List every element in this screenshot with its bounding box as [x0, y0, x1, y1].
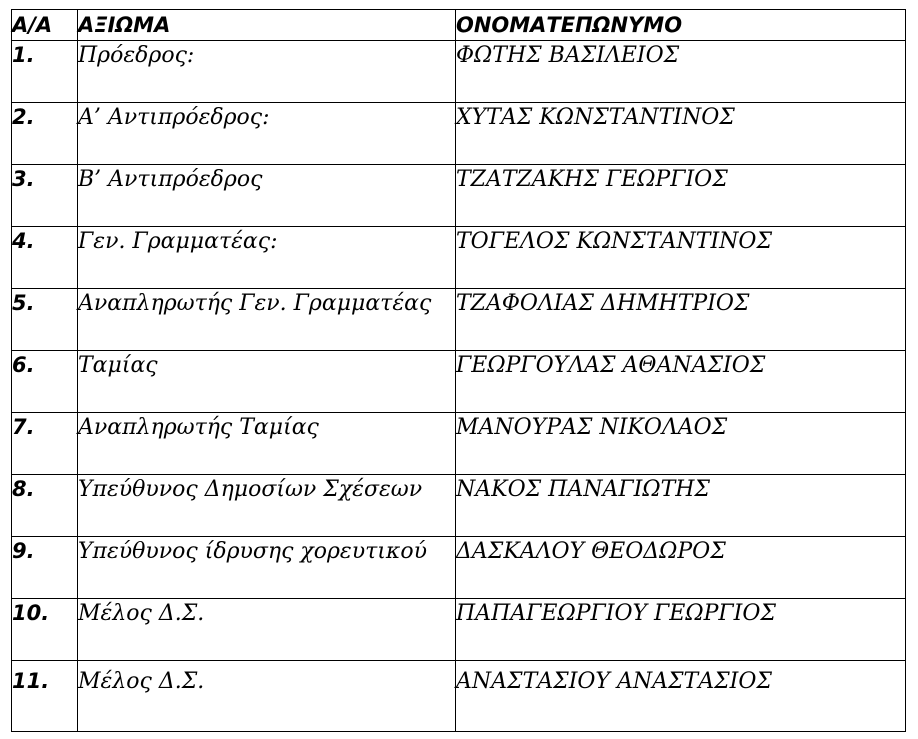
row-position: Μέλος Δ.Σ.: [78, 661, 456, 732]
row-position: Ταμίας: [78, 351, 456, 413]
row-position: Α’ Αντιπρόεδρος:: [78, 103, 456, 165]
row-number: 2.: [12, 103, 78, 165]
table-row: [12, 661, 906, 732]
row-number: 1.: [12, 41, 78, 103]
row-full-name: ΤΖΑΦΟΛΙΑΣ ΔΗΜΗΤΡΙΟΣ: [456, 289, 906, 351]
row-number: 4.: [12, 227, 78, 289]
row-position: Γεν. Γραμματέας:: [78, 227, 456, 289]
row-number: 9.: [12, 537, 78, 599]
row-position: Υπεύθυνος ίδρυσης χορευτικού: [78, 537, 456, 599]
header-full-name: ΟΝΟΜΑΤΕΠΩΝΥΜΟ: [456, 10, 906, 41]
row-full-name: ΤΖΑΤΖΑΚΗΣ ΓΕΩΡΓΙΟΣ: [456, 165, 906, 227]
table-row: [12, 599, 906, 661]
table-row: [12, 413, 906, 475]
row-full-name: ΜΑΝΟΥΡΑΣ ΝΙΚΟΛΑΟΣ: [456, 413, 906, 475]
table-row: [12, 227, 906, 289]
row-position: Υπεύθυνος Δημοσίων Σχέσεων: [78, 475, 456, 537]
row-position: Β’ Αντιπρόεδρος: [78, 165, 456, 227]
header-number: Α/Α: [12, 10, 78, 41]
row-position: Αναπληρωτής Ταμίας: [78, 413, 456, 475]
table-row: [12, 103, 906, 165]
row-full-name: ΠΑΠΑΓΕΩΡΓΙΟΥ ΓΕΩΡΓΙΟΣ: [456, 599, 906, 661]
row-number: 5.: [12, 289, 78, 351]
row-number: 7.: [12, 413, 78, 475]
row-full-name: ΧΥΤΑΣ ΚΩΝΣΤΑΝΤΙΝΟΣ: [456, 103, 906, 165]
table-row: [12, 165, 906, 227]
row-number: 11.: [12, 661, 78, 732]
row-full-name: ΦΩΤΗΣ ΒΑΣΙΛΕΙΟΣ: [456, 41, 906, 103]
row-number: 8.: [12, 475, 78, 537]
row-full-name: ΝΑΚΟΣ ΠΑΝΑΓΙΩΤΗΣ: [456, 475, 906, 537]
table-row: [12, 475, 906, 537]
board-members-table: [11, 9, 906, 732]
row-full-name: ΓΕΩΡΓΟΥΛΑΣ ΑΘΑΝΑΣΙΟΣ: [456, 351, 906, 413]
row-number: 3.: [12, 165, 78, 227]
table-header-row: [12, 10, 906, 41]
table-row: [12, 537, 906, 599]
table-row: [12, 41, 906, 103]
table-row: [12, 351, 906, 413]
row-number: 6.: [12, 351, 78, 413]
table-row: [12, 289, 906, 351]
row-full-name: ΔΑΣΚΑΛΟΥ ΘΕΟΔΩΡΟΣ: [456, 537, 906, 599]
row-position: Πρόεδρος:: [78, 41, 456, 103]
header-position: ΑΞΙΩΜΑ: [78, 10, 456, 41]
row-full-name: ΑΝΑΣΤΑΣΙΟΥ ΑΝΑΣΤΑΣΙΟΣ: [456, 661, 906, 732]
row-full-name: ΤΟΓΕΛΟΣ ΚΩΝΣΤΑΝΤΙΝΟΣ: [456, 227, 906, 289]
row-position: Μέλος Δ.Σ.: [78, 599, 456, 661]
row-number: 10.: [12, 599, 78, 661]
row-position: Αναπληρωτής Γεν. Γραμματέας: [78, 289, 456, 351]
